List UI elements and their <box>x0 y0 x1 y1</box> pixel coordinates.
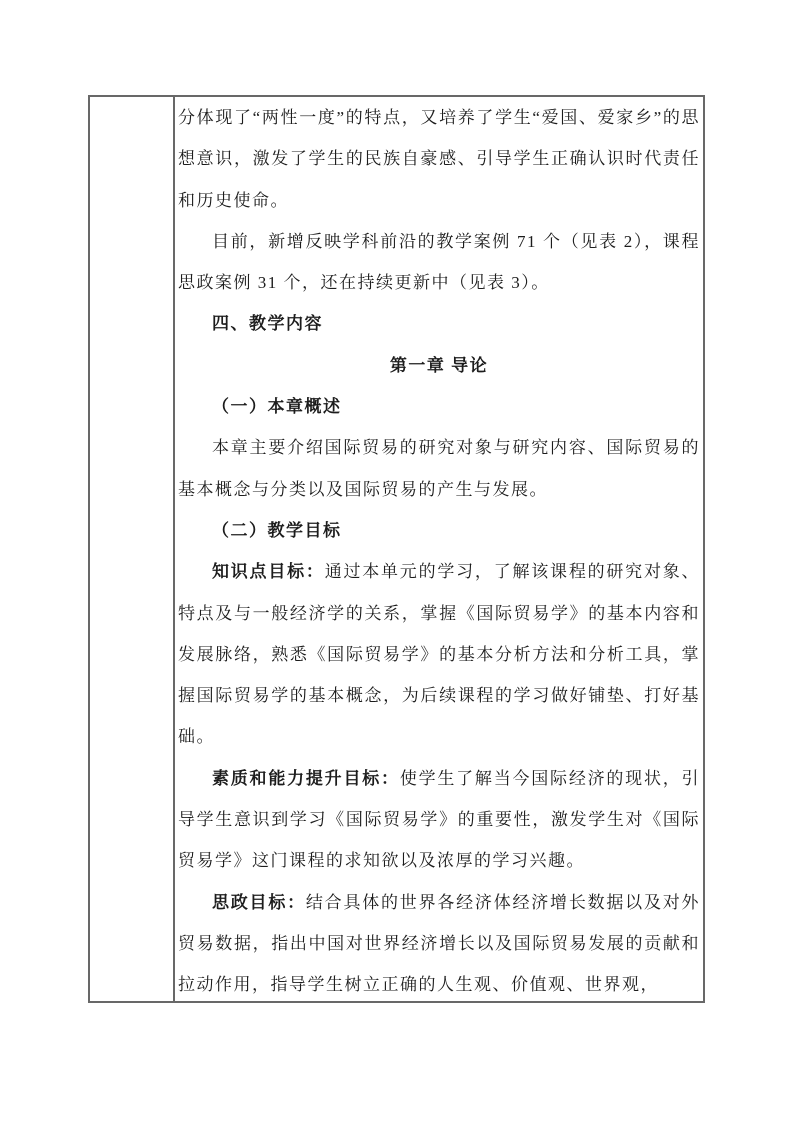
paragraph: 思政目标：结合具体的世界各经济体经济增长数据以及对外贸易数据，指出中国对世界经济增长以及国际贸易发展的贡献和拉动作用，指导学生树立正确的人生观、价值观、世界观， <box>178 892 701 995</box>
paragraph-lead: 思政目标： <box>212 892 306 912</box>
paragraph: 目前，新增反映学科前沿的教学案例 71 个（见表 2），课程思政案例 31 个，还在持续更新中（见表 3）。 <box>178 231 700 293</box>
paragraph: 知识点目标：通过本单元的学习，了解该课程的研究对象、特点及与一般经济学的关系，掌握《国际贸易学》的基本内容和发展脉络，熟悉《国际贸易学》的基本分析方法和分析工具，掌握国际贸易学的基本概念，为后续课程的学习做好铺垫、打好基础。 <box>178 562 701 747</box>
syllabus-table <box>88 95 705 1003</box>
paragraph: （二）教学目标 <box>212 520 342 540</box>
paragraph: 四、教学内容 <box>212 314 323 334</box>
paragraph-lead: 素质和能力提升目标： <box>212 768 400 788</box>
paragraph: 本章主要介绍国际贸易的研究对象与研究内容、国际贸易的基本概念与分类以及国际贸易的产生与发展。 <box>178 438 700 499</box>
table-body-cell <box>175 97 703 1001</box>
paragraph-lead: 知识点目标： <box>212 562 325 582</box>
paragraph: 素质和能力提升目标：使学生了解当今国际经济的现状，引导学生意识到学习《国际贸易学》的重要性，激发学生对《国际贸易学》这门课程的求知欲以及浓厚的学习兴趣。 <box>178 768 701 871</box>
paragraph: 分体现了“两性一度”的特点，又培养了学生“爱国、爱家乡”的思想意识，激发了学生的民族自豪感、引导学生正确认识时代责任和历史使命。 <box>178 108 700 210</box>
paragraph: （一）本章概述 <box>212 397 342 417</box>
paragraph: 第一章 导论 <box>389 355 489 375</box>
table-label-cell <box>90 97 175 1001</box>
